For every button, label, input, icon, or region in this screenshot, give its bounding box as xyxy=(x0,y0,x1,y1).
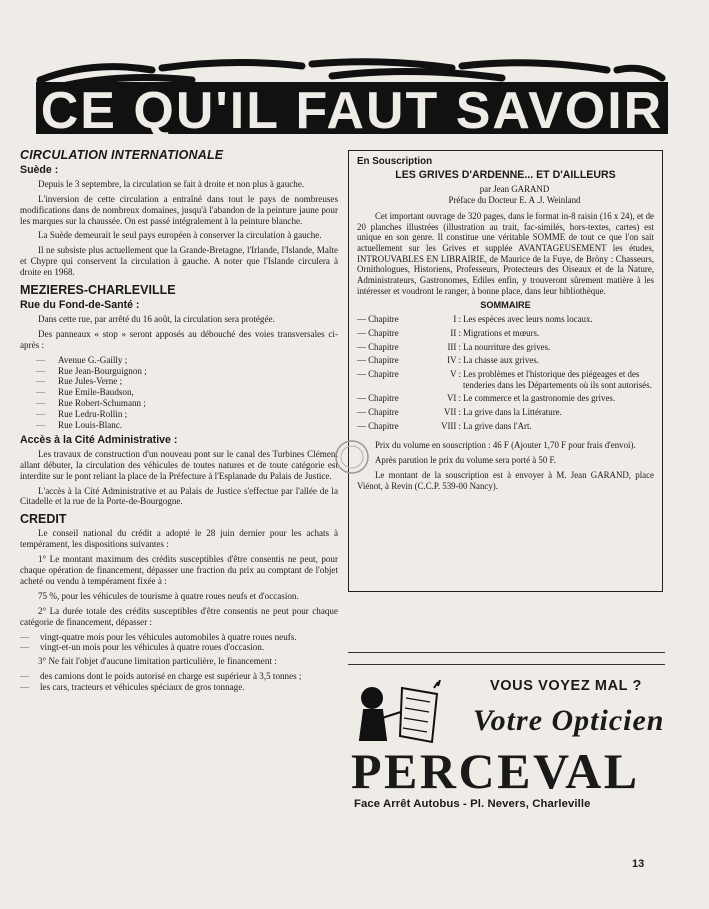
chapter-title: La grive dans la Littérature. xyxy=(463,407,562,418)
right-column xyxy=(348,150,663,592)
credit-paragraph: 3° Ne fait l'objet d'aucune limitation particulière, le financement : xyxy=(38,656,277,667)
chapter-title: Migrations et mœurs. xyxy=(463,327,540,338)
chapter-row xyxy=(357,369,654,393)
chapter-label: — Chapitre xyxy=(357,355,399,366)
chapter-row xyxy=(357,407,654,421)
chapter-title: Les problèmes et l'historique des piégeages et des tenderies dans les Départements où ils sont autorisés. xyxy=(463,368,652,390)
credit-heading: CREDIT xyxy=(20,512,67,527)
street-item: — Rue Jules-Verne ; xyxy=(36,376,338,387)
circulation-paragraph: Depuis le 3 septembre, la circulation se fait à droite et non plus à gauche. xyxy=(38,178,305,189)
chapter-number: V : xyxy=(450,368,461,379)
souscription-box xyxy=(348,150,663,592)
chapter-row xyxy=(357,328,654,342)
list-item: — vingt-et-un mois pour les véhicules à quatre roues d'occasion. xyxy=(20,642,338,653)
street-item: — Avenue G.-Gailly ; xyxy=(36,355,338,366)
street-item: — Rue Louis-Blanc. xyxy=(36,420,338,431)
street-item: — Rue Robert-Schumann ; xyxy=(36,398,338,409)
chapter-title: Le commerce et la gastronomie des grives. xyxy=(463,393,616,404)
chapter-label: — Chapitre xyxy=(357,368,399,379)
chapter-row xyxy=(357,314,654,328)
book-preface: Préface du Docteur E. A .J. Weinland xyxy=(448,195,581,206)
separator-line xyxy=(348,664,665,665)
list-item: — vingt-quatre mois pour les véhicules automobiles à quatre roues neufs. xyxy=(20,632,338,643)
chapter-number: VII : xyxy=(443,407,461,418)
chapter-label: — Chapitre xyxy=(357,407,399,418)
ad-slogan: VOUS VOYEZ MAL ? xyxy=(490,678,642,694)
cite-administrative-heading: Accès à la Cité Administrative : xyxy=(20,433,178,446)
fond-de-sante-heading: Rue du Fond-de-Santé : xyxy=(20,298,140,311)
ad-script-title: Votre Opticien xyxy=(473,704,665,737)
chapter-label: — Chapitre xyxy=(357,314,399,325)
chapter-number: III : xyxy=(447,341,461,352)
chapter-number: IV : xyxy=(447,355,461,366)
chapter-row xyxy=(357,355,654,369)
left-column xyxy=(20,150,338,696)
mezieres-heading: MEZIERES-CHARLEVILLE xyxy=(20,283,176,298)
list-item: — les cars, tracteurs et véhicules spéciaux de gros tonnage. xyxy=(20,682,338,693)
chapter-title: La chasse aux grives. xyxy=(463,355,539,366)
circulation-paragraph: Il ne subsiste plus actuellement que la Grande-Bretagne, l'Irlande, l'Islande, Malte et Chypre qui conservent la circulation à gauche. A noter que l'Islande circulera à droite en 1968. xyxy=(20,245,338,278)
suede-heading: Suède : xyxy=(20,163,59,176)
title-graphic xyxy=(32,50,672,142)
price-line: Après parution le prix du volume sera porté à 50 F. xyxy=(375,455,556,466)
street-item: — Rue Ledru-Rollin ; xyxy=(36,409,338,420)
chapter-row xyxy=(357,421,654,435)
mezieres-paragraph: Dans cette rue, par arrêté du 16 août, la circulation sera protégée. xyxy=(38,313,275,324)
chapter-number: II : xyxy=(450,327,461,338)
separator-line xyxy=(348,652,665,653)
chapter-row xyxy=(357,342,654,356)
street-item: — Rue Jean-Bourguignon ; xyxy=(36,366,338,377)
library-stamp xyxy=(333,438,371,476)
souscription-tag: En Souscription xyxy=(357,156,433,167)
credit-paragraph: 75 %, pour les véhicules de tourisme à quatre roues neufs et d'occasion. xyxy=(38,590,299,601)
chapter-number: VI : xyxy=(446,393,461,404)
chapter-title: La nourriture des grives. xyxy=(463,341,551,352)
mezieres-paragraph: Des panneaux « stop » seront apposés au débouché des voies transversales ci-après : xyxy=(20,328,338,350)
page-title-banner xyxy=(32,50,672,142)
chapter-label: — Chapitre xyxy=(357,341,399,352)
chapter-table xyxy=(357,314,654,434)
page-number: 13 xyxy=(632,858,645,870)
chapter-title: Les espèces avec leurs noms locaux. xyxy=(463,314,593,325)
credit-paragraph: 2° La durée totale des crédits susceptibles d'être consentis ne peut pour chaque catégorie de financement, dépasser : xyxy=(20,605,338,627)
book-title: LES GRIVES D'ARDENNE... ET D'AILLEURS xyxy=(395,168,616,181)
ad-address: Face Arrêt Autobus - Pl. Nevers, Charleville xyxy=(354,798,591,810)
order-info: Le montant de la souscription est à envoyer à M. Jean GARAND, place Viénot, à Revin (C.C.P. 539-00 Nancy). xyxy=(357,469,654,491)
list-item: — des camions dont le poids autorisé en charge est supérieur à 3,5 tonnes ; xyxy=(20,671,338,682)
credit-paragraph: Le conseil national du crédit a adopté le 28 juin dernier pour les achats à tempérament, les dispositions suivantes : xyxy=(20,528,338,550)
book-author: par Jean GARAND xyxy=(479,184,550,195)
credit-paragraph: 1° Le montant maximum des crédits susceptibles d'être consentis ne peut, pour chaque opération de financement, dépasser une fraction du prix au comptant de l'objet acheté ou vendu à tempérament fixée à : xyxy=(20,554,338,586)
sommaire-heading: SOMMAIRE xyxy=(480,300,531,311)
circulation-paragraph: L'inversion de cette circulation a entraîné dans tout le pays de nombreuses modifications dans de nombreux domaines, jusqu'à l'abandon de la peinture jaune pour les marques sur la chaussée. On est passé intégralement à la peinture blanche. xyxy=(20,193,338,226)
street-item: — Rue Emile-Baudson, xyxy=(36,387,338,398)
credit-duration-list xyxy=(20,632,338,654)
ad-brand-name: PERCEVAL xyxy=(351,743,640,799)
book-description: Cet important ouvrage de 320 pages, dans le format in-8 raisin (16 x 24), et de 20 planches illustrées (illustration au trait, fac-similés, hors-textes, cartes) est unique en son genre. Il constitue une véritable SOMME de tout ce que l'on sait actuellement sur les Grives et supplée AVANTAGEUSEMENT les études, INTROUVABLES EN LIBRAIRIE, de Maurice de la Fuye, de Bröny : Chasseurs, Ornithologues, Historiens, Professeurs, Protecteurs des Oiseaux et de la Nature, Administrateurs, Gastronomes, Ediles enfin, y trouveront sûrement matière à les intéresser et voudront le ranger, à bonne place, dans leur bibliothèque. xyxy=(357,210,654,296)
credit-exemption-list xyxy=(20,671,338,693)
chapter-row xyxy=(357,393,654,407)
chapter-label: — Chapitre xyxy=(357,393,399,404)
optician-advertisement xyxy=(348,670,668,820)
mezieres-paragraph: Les travaux de construction d'un nouveau pont sur le canal des Turbines Clément allant débuter, la circulation des véhicules de toutes natures et de toute catégorie est interdite sur le pont reliant la place de la Préfecture à l'Esplanade du Palais de Justice. xyxy=(20,448,338,481)
page-title: CE QU'IL FAUT SAVOIR xyxy=(40,82,664,140)
chapter-title: La grive dans l'Art. xyxy=(463,420,532,431)
circulation-paragraph: La Suède demeurait le seul pays européen à conserver la circulation à gauche. xyxy=(38,230,322,241)
chapter-label: — Chapitre xyxy=(357,420,399,431)
chapter-label: — Chapitre xyxy=(357,327,399,338)
mezieres-paragraph: L'accès à la Cité Administrative et au Palais de Justice s'effectue par l'allée de la Citadelle et la rue de la Porte-de-Bourgogne. xyxy=(20,485,338,507)
chapter-number: I : xyxy=(453,314,461,325)
street-list xyxy=(20,355,338,431)
chapter-number: VIII : xyxy=(441,420,461,431)
price-line: Prix du volume en souscription : 46 F (Ajouter 1,70 F pour frais d'envoi). xyxy=(375,440,636,451)
circulation-heading: CIRCULATION INTERNATIONALE xyxy=(20,148,224,162)
